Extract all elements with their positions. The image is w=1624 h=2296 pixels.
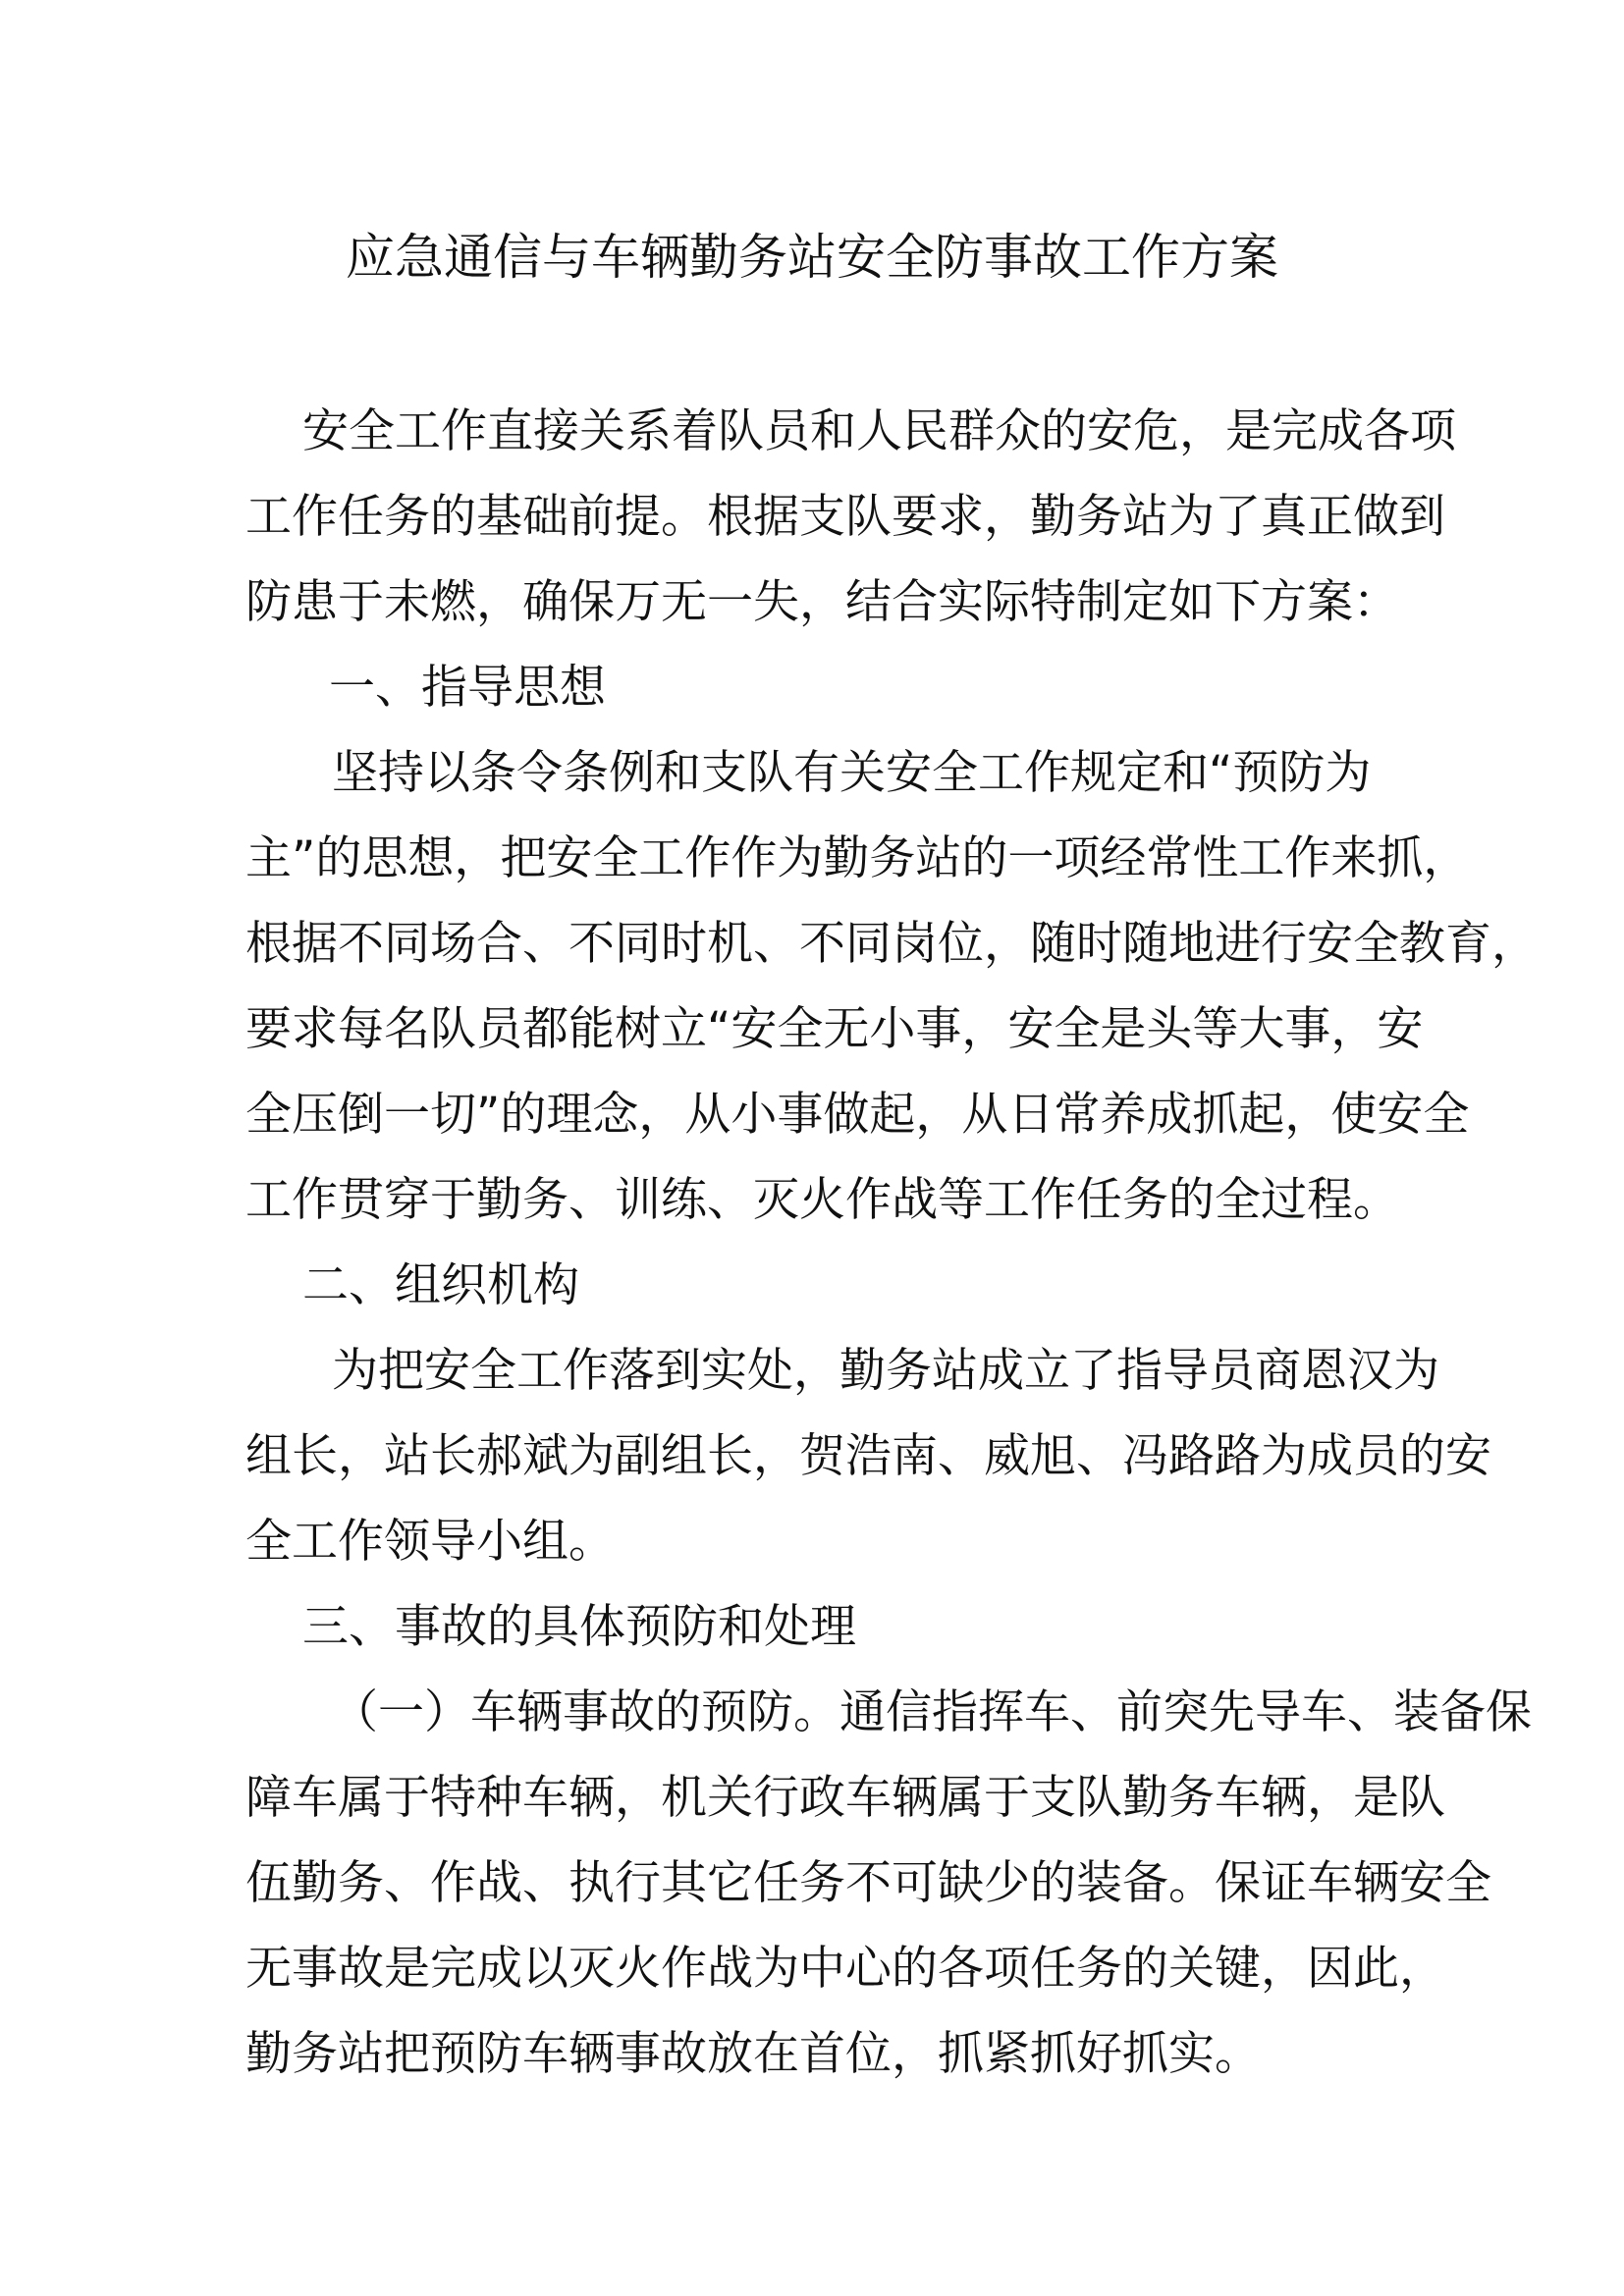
paragraph-line: 坚持以条令条例和支队有关安全工作规定和“预防为: [332, 746, 1372, 800]
intro-line: 工作任务的基础前提。根据支队要求，勤务站为了真正做到: [245, 490, 1445, 544]
paragraph-line: 根据不同场合、不同时机、不同岗位，随时随地进行安全教育，: [245, 917, 1538, 971]
section-heading: 二、组织机构: [302, 1258, 579, 1312]
document-title: 应急通信与车辆勤务站安全防事故工作方案: [346, 229, 1278, 286]
paragraph-line: 勤务站把预防车辆事故放在首位，抓紧抓好抓实。: [245, 2027, 1261, 2081]
paragraph-line: 工作贯穿于勤务、训练、灭火作战等工作任务的全过程。: [245, 1173, 1399, 1227]
paragraph-line: 障车属于特种车辆，机关行政车辆属于支队勤务车辆，是队: [245, 1771, 1445, 1825]
section-heading: 三、事故的具体预防和处理: [302, 1600, 856, 1654]
paragraph-line: 无事故是完成以灭火作战为中心的各项任务的关键，因此，: [245, 1942, 1445, 1996]
paragraph-line: （一）车辆事故的预防。通信指挥车、前突先导车、装备保: [332, 1685, 1532, 1739]
paragraph-line: 全压倒一切”的理念，从小事做起，从日常养成抓起，使安全: [245, 1088, 1470, 1142]
paragraph-line: 伍勤务、作战、执行其它任务不可缺少的装备。保证车辆安全: [245, 1856, 1491, 1910]
paragraph-line: 全工作领导小组。: [245, 1515, 615, 1569]
paragraph-line: 为把安全工作落到实处，勤务站成立了指导员商恩汉为: [332, 1344, 1439, 1398]
section-heading: 一、指导思想: [329, 661, 606, 715]
intro-line: 防患于未燃，确保万无一失，结合实际特制定如下方案：: [245, 575, 1399, 629]
paragraph-line: 要求每名队员都能树立“安全无小事，安全是头等大事，安: [245, 1002, 1424, 1056]
paragraph-line: 主”的思想，把安全工作作为勤务站的一项经常性工作来抓，: [245, 831, 1470, 885]
paragraph-line: 组长，站长郝斌为副组长，贺浩南、威旭、冯路路为成员的安: [245, 1429, 1491, 1483]
intro-line: 安全工作直接关系着队员和人民群众的安危，是完成各项: [302, 404, 1456, 458]
